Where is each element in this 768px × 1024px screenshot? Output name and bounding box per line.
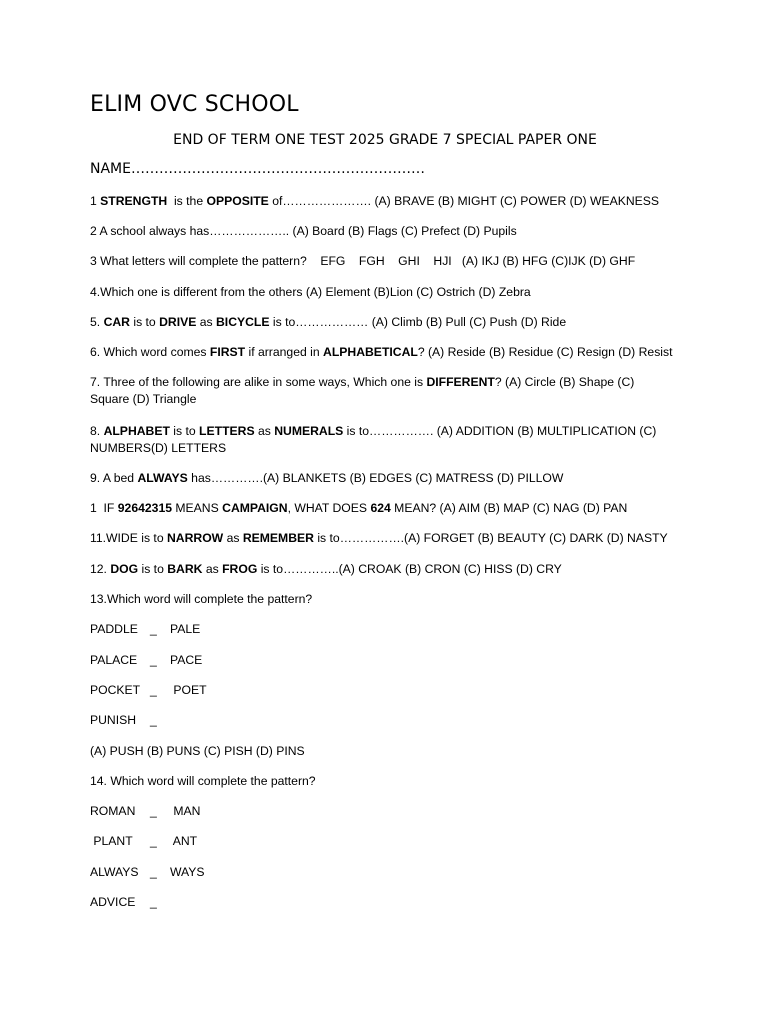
question-3: 3 What letters will complete the pattern? EFG FGH GHI HJI (A) IKJ (B) HFG (C)IJK (D) GHF bbox=[90, 254, 636, 268]
question-6: 6. Which word comes FIRST if arranged in ALPHABETICAL? (A) Reside (B) Residue (C) Resign (D) Resist bbox=[90, 345, 673, 359]
test-title: END OF TERM ONE TEST 2025 GRADE 7 SPECIAL PAPER ONE bbox=[173, 132, 597, 148]
pattern-row: PLANT _ ANT bbox=[90, 834, 198, 848]
question-5: 5. CAR is to DRIVE as BICYCLE is to……………… (A) Climb (B) Pull (C) Push (D) Ride bbox=[90, 315, 567, 329]
question-12: 12. DOG is to BARK as FROG is to…………..(A) CROAK (B) CRON (C) HISS (D) CRY bbox=[90, 562, 562, 576]
school-name: ELIM OVC SCHOOL bbox=[90, 92, 299, 117]
pattern-row: PALACE _ PACE bbox=[90, 653, 203, 667]
question-14: 14. Which word will complete the pattern? bbox=[90, 774, 316, 788]
pattern-row: POCKET _ POET bbox=[90, 683, 207, 697]
pattern-row: ALWAYS _ WAYS bbox=[90, 865, 205, 879]
question-8: 8. ALPHABET is to LETTERS as NUMERALS is to……………. (A) ADDITION (B) MULTIPLICATION (C) NUMBERS(D) LETTERS bbox=[90, 424, 657, 455]
pattern-row: ADVICE _ bbox=[90, 895, 157, 909]
question-1: 1 STRENGTH is the OPPOSITE of…………………. (A) BRAVE (B) MIGHT (C) POWER (D) WEAKNESS bbox=[90, 194, 660, 208]
question-7: 7. Three of the following are alike in some ways, Which one is DIFFERENT? (A) Circle (B) Shape (C) Square (D) Triangle bbox=[90, 375, 635, 406]
question-13: 13.Which word will complete the pattern? bbox=[90, 592, 313, 606]
name-line: NAME……………………………………………………… bbox=[90, 161, 425, 177]
question-10: 1 IF 92642315 MEANS CAMPAIGN, WHAT DOES 624 MEAN? (A) AIM (B) MAP (C) NAG (D) PAN bbox=[90, 501, 628, 515]
pattern-row: PUNISH _ bbox=[90, 713, 157, 727]
question-13-options: (A) PUSH (B) PUNS (C) PISH (D) PINS bbox=[90, 744, 305, 758]
question-9: 9. A bed ALWAYS has………….(A) BLANKETS (B) EDGES (C) MATRESS (D) PILLOW bbox=[90, 471, 564, 485]
question-4: 4.Which one is different from the others (A) Element (B)Lion (C) Ostrich (D) Zebra bbox=[90, 285, 531, 299]
pattern-row: ROMAN _ MAN bbox=[90, 804, 201, 818]
pattern-row: PADDLE _ PALE bbox=[90, 622, 201, 636]
question-11: 11.WIDE is to NARROW as REMEMBER is to…………….(A) FORGET (B) BEAUTY (C) DARK (D) NASTY bbox=[90, 531, 668, 545]
question-2: 2 A school always has……………….. (A) Board (B) Flags (C) Prefect (D) Pupils bbox=[90, 224, 517, 238]
